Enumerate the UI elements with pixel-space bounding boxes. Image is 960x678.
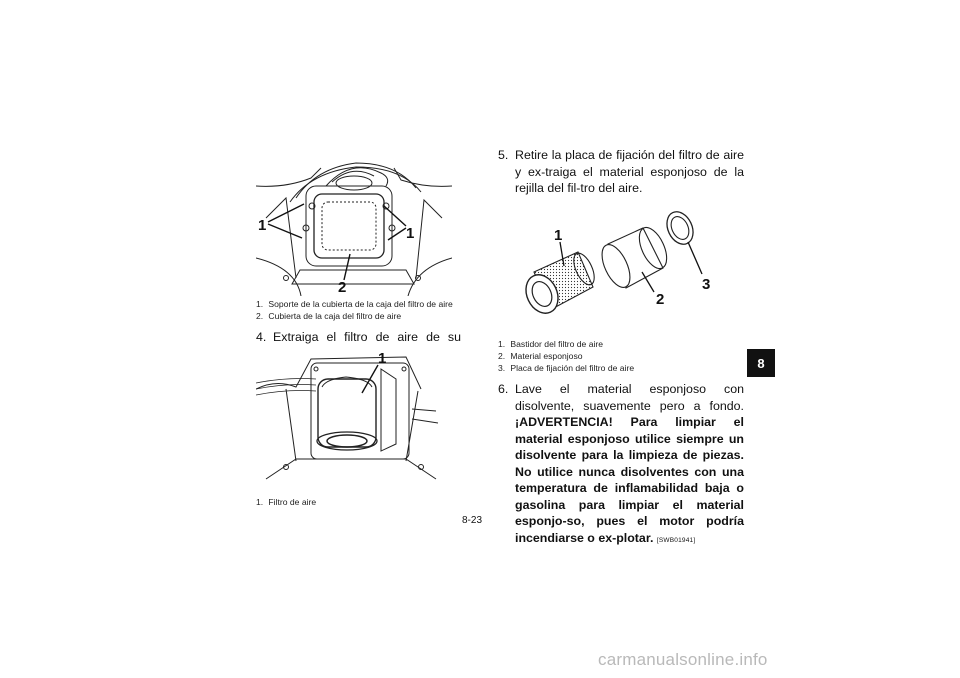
figure-1-caption xyxy=(256,298,466,322)
page-number: 8-23 xyxy=(462,515,483,526)
figure-3-illustration xyxy=(498,202,744,334)
callout-2: 2 xyxy=(656,291,665,308)
warning-code: [SWB01941] xyxy=(656,536,696,544)
caption-line: 1. Filtro de aire xyxy=(256,497,317,507)
step-5 xyxy=(498,147,744,197)
step-6 xyxy=(498,381,744,549)
caption-line: 1. Soporte de la cubierta de la caja del filtro de aire xyxy=(256,299,453,309)
callout-1: 1 xyxy=(554,227,563,244)
figure-air-filter xyxy=(256,349,452,491)
step-text: Lave el material esponjoso con disolvente, suavemente pero a fondo. xyxy=(515,382,744,413)
callout-1-right: 1 xyxy=(406,225,415,242)
step-text: Extraiga el filtro de aire de su xyxy=(273,330,461,344)
callout-1: 1 xyxy=(378,350,387,367)
caption-line: 2. Cubierta de la caja del filtro de aire xyxy=(256,311,402,321)
figure-1-illustration xyxy=(256,158,452,296)
callout-1-left: 1 xyxy=(258,217,267,234)
caption-line: 2. Material esponjoso xyxy=(498,351,583,361)
callout-3: 3 xyxy=(702,276,711,293)
step-number: 5. xyxy=(498,148,509,162)
watermark: carmanualsonline.info xyxy=(598,650,768,669)
figure-air-filter-case-cover xyxy=(256,158,452,296)
step-number: 6. xyxy=(498,382,509,396)
caption-line: 3. Placa de fijación del filtro de aire xyxy=(498,363,635,373)
step-text-block xyxy=(515,381,744,549)
caption-line: 1. Bastidor del filtro de aire xyxy=(498,339,604,349)
figure-2-caption xyxy=(256,496,456,508)
step-number: 4. xyxy=(256,330,267,344)
figure-3-caption xyxy=(498,338,738,374)
figure-2-illustration xyxy=(256,349,452,491)
warning-text: ¡ADVERTENCIA! Para limpiar el material esponjoso utilice siempre un disolvente para la limpieza de piezas. No utilice nunca disolventes con una temperatura de inflamabilidad baja o gasolina para limpiar el material esponjo-so, pues el motor podría incendiarse o ex-plotar. xyxy=(515,415,744,545)
callout-2: 2 xyxy=(338,279,347,296)
chapter-tab: 8 xyxy=(747,349,775,377)
figure-air-filter-parts xyxy=(498,202,744,334)
step-text: Retire la placa de fijación del filtro de aire y ex-traiga el material esponjoso de la rejilla del fil-tro del aire. xyxy=(515,148,744,195)
